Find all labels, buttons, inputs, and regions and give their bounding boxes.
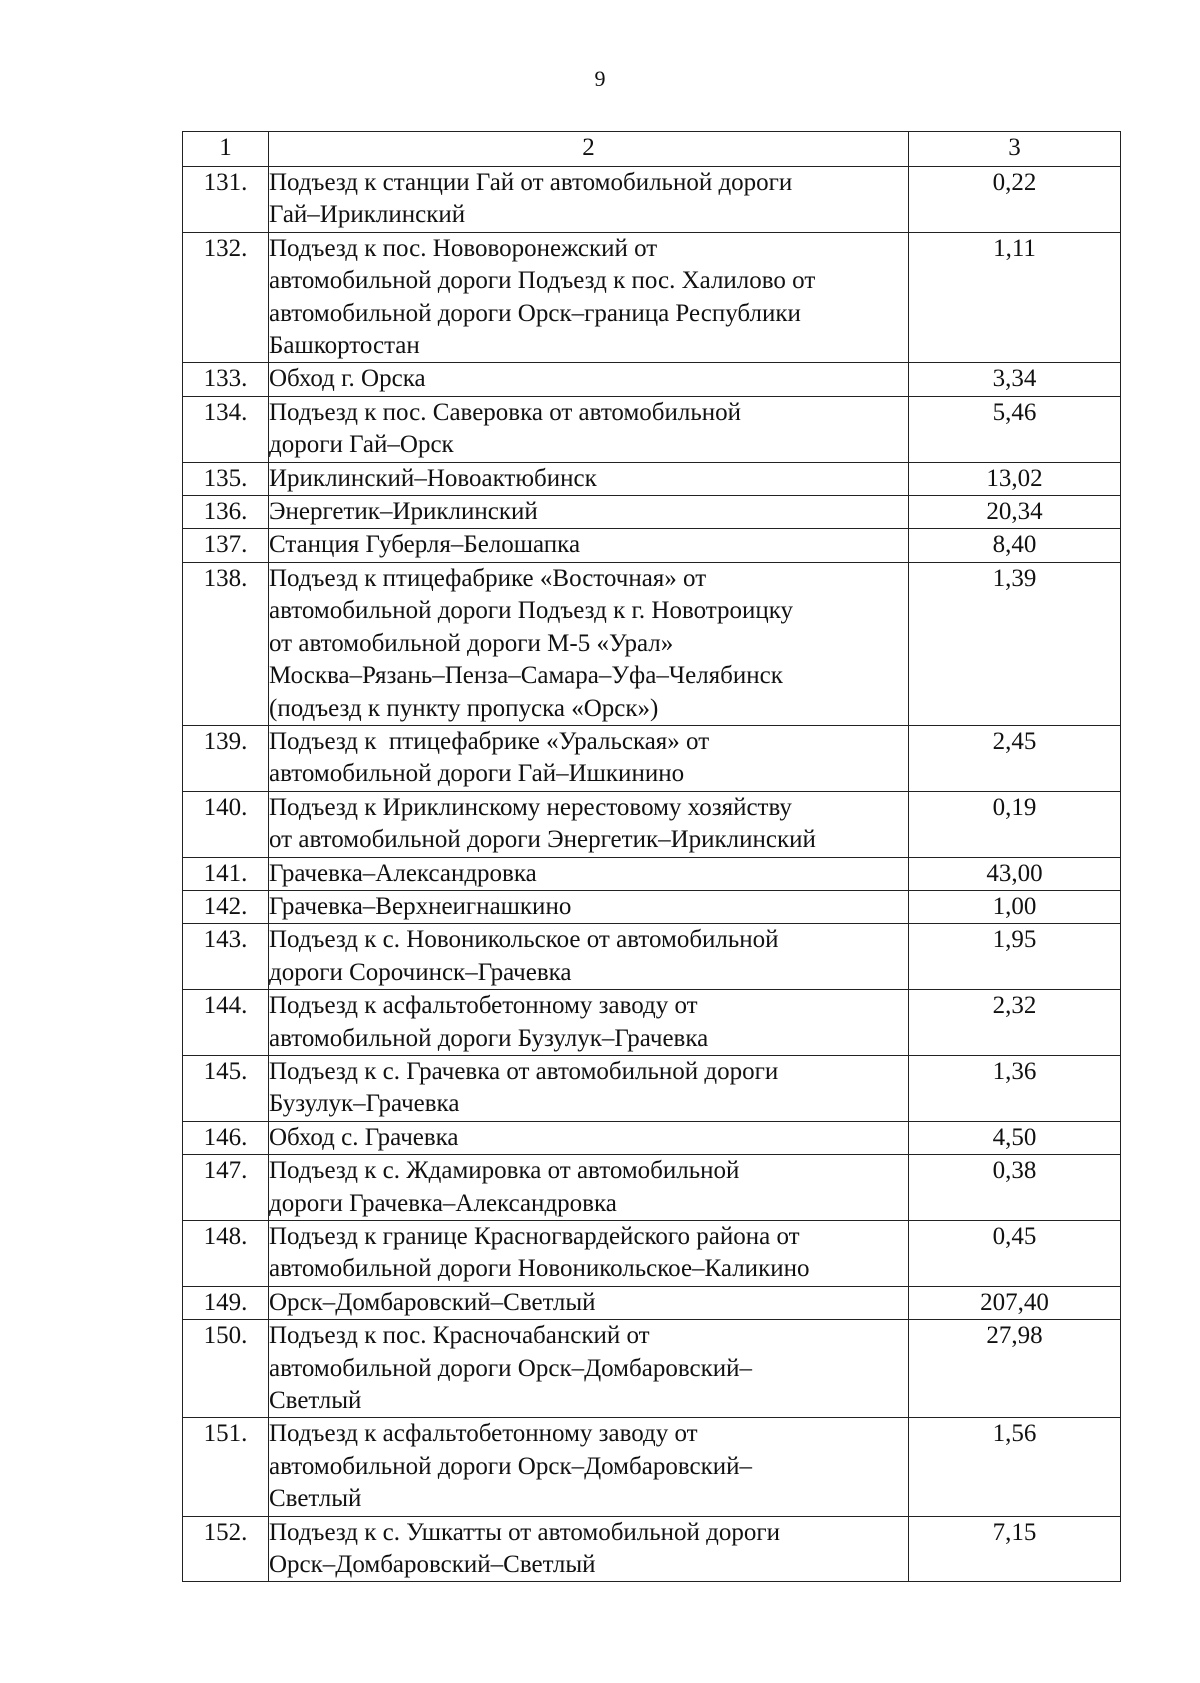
road-name: [269, 1055, 909, 1121]
row-number: 135.: [183, 462, 269, 495]
row-number: 151.: [183, 1418, 269, 1516]
row-number: 144.: [183, 990, 269, 1056]
road-name-line: Подъезд к пос. Красночабанский от: [269, 1322, 650, 1350]
table-row: [183, 725, 1121, 791]
road-name: [269, 725, 909, 791]
road-name-line: Подъезд к пос. Нововоронежский от: [269, 234, 658, 262]
table-row: [183, 496, 1121, 529]
row-number: 146.: [183, 1121, 269, 1154]
row-number: 143.: [183, 924, 269, 990]
road-length-km: 0,19: [909, 791, 1121, 857]
road-name-line: Подъезд к птицефабрике «Восточная» от: [269, 564, 707, 592]
road-name-line: автомобильной дороги Гай–Ишкинино: [269, 760, 685, 788]
road-name-line: автомобильной дороги Орск–Домбаровский–: [269, 1452, 752, 1480]
table-row: [183, 1516, 1121, 1582]
row-number: 150.: [183, 1320, 269, 1418]
road-name-line: автомобильной дороги Подъезд к пос. Халилово от: [269, 267, 816, 295]
road-name-line: Подъезд к асфальтобетонному заводу от: [269, 1420, 698, 1448]
road-name: [269, 1418, 909, 1516]
road-name: [269, 990, 909, 1056]
road-name: [269, 791, 909, 857]
road-name-line: Подъезд к с. Ждамировка от автомобильной: [269, 1157, 740, 1185]
road-name-line: автомобильной дороги Новоникольское–Каликино: [269, 1255, 810, 1283]
road-length-km: 2,45: [909, 725, 1121, 791]
table-row: [183, 1320, 1121, 1418]
table-row: [183, 1155, 1121, 1221]
road-name-line: от автомобильной дороги Энергетик–Ириклинский: [269, 826, 816, 854]
road-name-line: от автомобильной дороги М-5 «Урал»: [269, 629, 674, 657]
road-length-km: 0,38: [909, 1155, 1121, 1221]
road-length-km: 20,34: [909, 496, 1121, 529]
table-row: [183, 462, 1121, 495]
table-body: [183, 167, 1121, 1582]
road-name: [269, 1286, 909, 1319]
table-row: [183, 890, 1121, 923]
road-name-line: Светлый: [269, 1485, 362, 1513]
road-length-km: 2,32: [909, 990, 1121, 1056]
column-header-number: 1: [183, 132, 269, 167]
row-number: 138.: [183, 562, 269, 725]
row-number: 147.: [183, 1155, 269, 1221]
road-name-line: Станция Губерля–Белошапка: [269, 531, 581, 559]
road-name-line: Бузулук–Грачевка: [269, 1090, 460, 1118]
road-length-km: 0,22: [909, 167, 1121, 233]
road-name-line: Грачевка–Верхнеигнашкино: [269, 892, 572, 920]
row-number: 145.: [183, 1055, 269, 1121]
roads-table: [182, 131, 1121, 1582]
road-name-line: автомобильной дороги Подъезд к г. Новотроицку: [269, 597, 794, 625]
road-name-line: Энергетик–Ириклинский: [269, 498, 538, 526]
road-name-line: Подъезд к с. Новоникольское от автомобильной: [269, 926, 779, 954]
road-name-line: Обход г. Орска: [269, 365, 426, 393]
road-name-line: дороги Гай–Орск: [269, 431, 454, 459]
table-row: [183, 363, 1121, 396]
road-name-line: Башкортостан: [269, 332, 420, 360]
table-header-row: [183, 132, 1121, 167]
road-name-line: Подъезд к пос. Саверовка от автомобильной: [269, 398, 742, 426]
road-name-line: Подъезд к с. Ушкатты от автомобильной дороги: [269, 1518, 781, 1546]
road-length-km: 7,15: [909, 1516, 1121, 1582]
road-name-line: автомобильной дороги Орск–Домбаровский–: [269, 1354, 752, 1382]
row-number: 139.: [183, 725, 269, 791]
table-row: [183, 529, 1121, 562]
table-row: [183, 791, 1121, 857]
road-name-line: дороги Сорочинск–Грачевка: [269, 958, 572, 986]
road-name-line: дороги Грачевка–Александровка: [269, 1189, 617, 1217]
row-number: 149.: [183, 1286, 269, 1319]
road-name: [269, 363, 909, 396]
page-number: 9: [594, 66, 606, 91]
road-length-km: 13,02: [909, 462, 1121, 495]
row-number: 140.: [183, 791, 269, 857]
table-row: [183, 1121, 1121, 1154]
road-name: [269, 890, 909, 923]
road-name-line: (подъезд к пункту пропуска «Орск»): [269, 694, 659, 722]
table-row: [183, 396, 1121, 462]
road-name-line: Обход с. Грачевка: [269, 1123, 459, 1151]
road-name-line: автомобильной дороги Орск–граница Республики: [269, 299, 801, 327]
road-name: [269, 462, 909, 495]
table-row: [183, 1286, 1121, 1319]
road-name-line: Подъезд к Ириклинскому нерестовому хозяйству: [269, 793, 792, 821]
table-row: [183, 232, 1121, 363]
column-header-length: 3: [909, 132, 1121, 167]
road-name: [269, 857, 909, 890]
road-name: [269, 396, 909, 462]
row-number: 136.: [183, 496, 269, 529]
row-number: 134.: [183, 396, 269, 462]
road-name: [269, 529, 909, 562]
road-length-km: 207,40: [909, 1286, 1121, 1319]
road-name-line: Подъезд к асфальтобетонному заводу от: [269, 992, 698, 1020]
road-name: [269, 1121, 909, 1154]
road-name-line: Гай–Ириклинский: [269, 201, 466, 229]
road-name-line: Светлый: [269, 1387, 362, 1415]
road-length-km: 5,46: [909, 396, 1121, 462]
road-name-line: Орск–Домбаровский–Светлый: [269, 1551, 596, 1579]
road-name-line: Орск–Домбаровский–Светлый: [269, 1288, 596, 1316]
road-length-km: 27,98: [909, 1320, 1121, 1418]
table-row: [183, 990, 1121, 1056]
road-length-km: 4,50: [909, 1121, 1121, 1154]
table-row: [183, 1055, 1121, 1121]
road-name: [269, 924, 909, 990]
row-number: 142.: [183, 890, 269, 923]
row-number: 133.: [183, 363, 269, 396]
road-name-line: Подъезд к станции Гай от автомобильной дороги: [269, 169, 793, 196]
road-name: [269, 1155, 909, 1221]
road-length-km: 1,36: [909, 1055, 1121, 1121]
road-name: [269, 1516, 909, 1582]
road-length-km: 1,95: [909, 924, 1121, 990]
road-name: [269, 167, 909, 233]
road-length-km: 0,45: [909, 1221, 1121, 1287]
road-length-km: 43,00: [909, 857, 1121, 890]
row-number: 152.: [183, 1516, 269, 1582]
table-row: [183, 924, 1121, 990]
table-row: [183, 562, 1121, 725]
road-name: [269, 562, 909, 725]
road-name: [269, 1320, 909, 1418]
road-name: [269, 1221, 909, 1287]
column-header-road-name: 2: [269, 132, 909, 167]
row-number: 141.: [183, 857, 269, 890]
road-length-km: 1,56: [909, 1418, 1121, 1516]
road-name-line: Подъезд к птицефабрике «Уральская» от: [269, 727, 710, 755]
row-number: 131.: [183, 167, 269, 233]
road-length-km: 1,39: [909, 562, 1121, 725]
table-row: [183, 857, 1121, 890]
road-name-line: Москва–Рязань–Пенза–Самара–Уфа–Челябинск: [269, 662, 783, 690]
table-row: [183, 1418, 1121, 1516]
road-length-km: 1,00: [909, 890, 1121, 923]
road-name-line: Ириклинский–Новоактюбинск: [269, 464, 597, 492]
row-number: 137.: [183, 529, 269, 562]
road-name: [269, 232, 909, 363]
road-name: [269, 496, 909, 529]
road-length-km: 8,40: [909, 529, 1121, 562]
row-number: 132.: [183, 232, 269, 363]
road-length-km: 3,34: [909, 363, 1121, 396]
road-name-line: автомобильной дороги Бузулук–Грачевка: [269, 1024, 709, 1052]
table-row: [183, 1221, 1121, 1287]
road-length-km: 1,11: [909, 232, 1121, 363]
road-name-line: Подъезд к с. Грачевка от автомобильной дороги: [269, 1057, 779, 1085]
row-number: 148.: [183, 1221, 269, 1287]
road-name-line: Грачевка–Александровка: [269, 859, 537, 887]
road-name-line: Подъезд к границе Красногвардейского района от: [269, 1223, 800, 1250]
table-row: [183, 167, 1121, 233]
